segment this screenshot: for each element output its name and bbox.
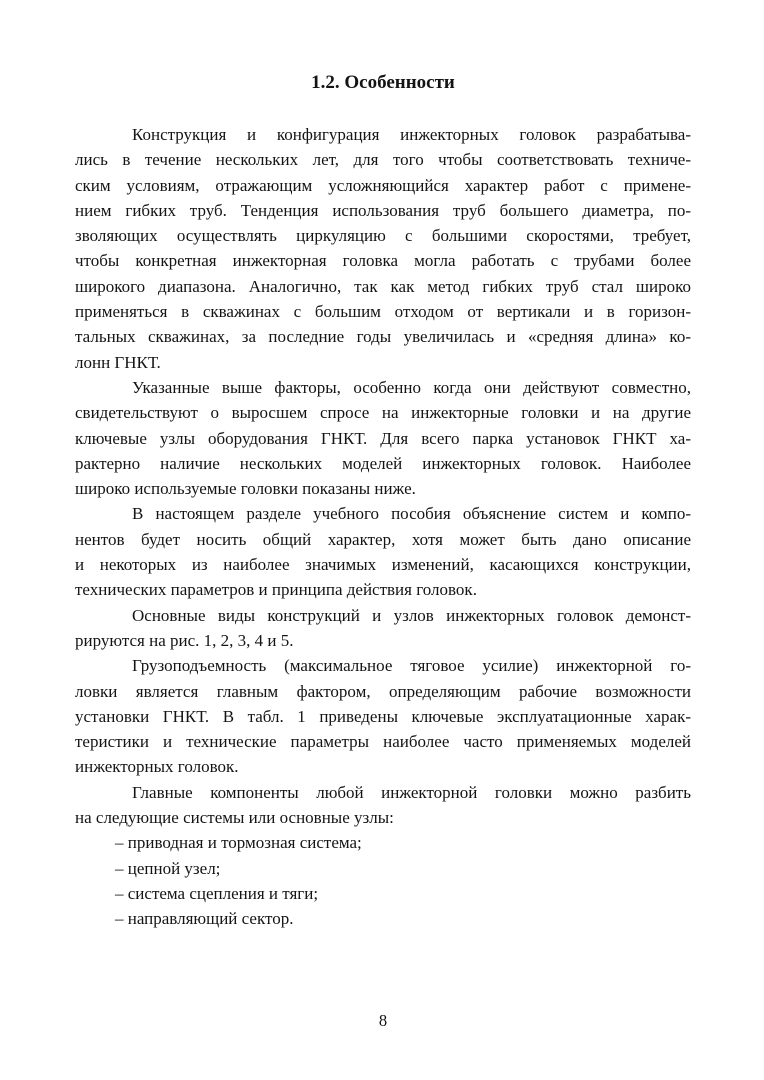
paragraph-line: Главные компоненты любой инжекторной головки можно разбить — [132, 782, 691, 802]
paragraph-line: тальных скважинах, за последние годы увеличилась и «средняя длина» ко- — [75, 327, 691, 347]
section-title: 1.2. Особенности — [311, 72, 455, 93]
paragraph-line: нием гибких труб. Тенденция использования труб большего диаметра, по- — [75, 200, 691, 220]
paragraph — [75, 375, 691, 501]
page-footer — [75, 1010, 691, 1032]
paragraph-line: рируются на рис. 1, 2, 3, 4 и 5. — [75, 630, 294, 650]
component-list — [75, 830, 691, 931]
list-item: – цепной узел; — [115, 858, 221, 878]
paragraph-line: зволяющих осуществлять циркуляцию с большими скоростями, требует, — [75, 226, 691, 246]
paragraph-line: лись в течение нескольких лет, для того чтобы соответствовать техниче- — [75, 150, 691, 170]
list-item: – система сцепления и тяги; — [115, 883, 319, 903]
paragraph-line: Конструкция и конфигурация инжекторных головок разрабатыва- — [132, 125, 691, 144]
paragraph-line: технических параметров и принципа действия головок. — [75, 580, 477, 600]
paragraph-line: лонн ГНКТ. — [75, 352, 161, 372]
paragraph-line: чтобы конкретная инжекторная головка могла работать с трубами более — [75, 251, 691, 271]
paragraph-line: инжекторных головок. — [75, 757, 239, 777]
paragraph-line: Основные виды конструкций и узлов инжекторных головок демонст- — [132, 605, 691, 625]
paragraph-line: ловки является главным фактором, определяющим рабочие возможности — [75, 681, 691, 701]
text-block — [75, 122, 691, 932]
paragraph-line: В настоящем разделе учебного пособия объяснение систем и компо- — [132, 504, 691, 524]
paragraph-line: ским условиям, отражающим усложняющийся характер работ с примене- — [75, 175, 691, 195]
paragraph-line: применяться в скважинах с большим отходом от вертикали и в горизон- — [75, 302, 691, 322]
paragraph — [75, 603, 691, 654]
paragraph-line: рактерно наличие нескольких моделей инжекторных головок. Наиболее — [75, 453, 691, 473]
paragraph-line: Указанные выше факторы, особенно когда они действуют совместно, — [132, 377, 691, 397]
paragraph-line: нентов будет носить общий характер, хотя может быть дано описание — [75, 529, 691, 549]
paragraph — [75, 780, 691, 831]
paragraph-line: свидетельствуют о выросшем спросе на инжекторные головки и на другие — [75, 403, 691, 423]
paragraph — [75, 122, 691, 375]
paragraph-line: на следующие системы или основные узлы: — [75, 808, 394, 828]
paragraph-line: теристики и технические параметры наиболее часто применяемых моделей — [75, 732, 691, 752]
page-number: 8 — [378, 1011, 388, 1030]
paragraph-line: Грузоподъемность (максимальное тяговое усилие) инжекторной го- — [132, 656, 691, 676]
paragraph — [75, 501, 691, 602]
paragraph — [75, 653, 691, 779]
paragraph-line: ключевые узлы оборудования ГНКТ. Для всего парка установок ГНКТ ха- — [75, 428, 691, 448]
document-body — [75, 122, 691, 830]
list-item: – приводная и тормозная система; — [115, 833, 362, 853]
paragraph-line: и некоторых из наиболее значимых изменений, касающихся конструкции, — [75, 555, 691, 575]
paragraph-line: установки ГНКТ. В табл. 1 приведены ключевые эксплуатационные харак- — [75, 706, 691, 726]
list-item: – направляющий сектор. — [115, 909, 294, 929]
paragraph-line: широкого диапазона. Аналогично, так как метод гибких труб стал широко — [75, 276, 691, 296]
paragraph-line: широко используемые головки показаны ниже. — [75, 479, 416, 499]
